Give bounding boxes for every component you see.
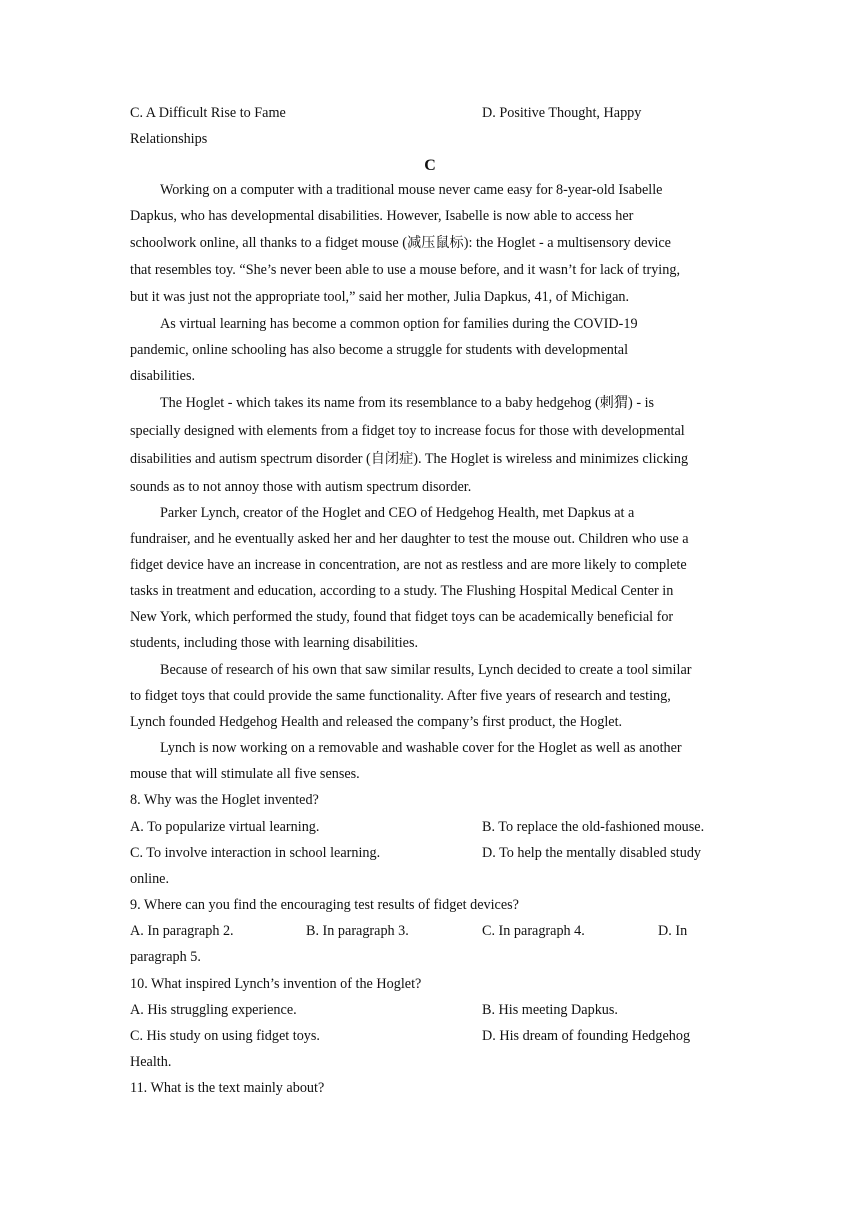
question-9-option-d-continued: paragraph 5. <box>130 949 201 965</box>
passage-line: tasks in treatment and education, according to a study. The Flushing Hospital Medical Center in <box>130 583 674 599</box>
question-9-stem: 9. Where can you find the encouraging test results of fidget devices? <box>130 897 519 913</box>
passage-line: As virtual learning has become a common option for families during the COVID-19 <box>160 316 638 332</box>
question-11-stem: 11. What is the text mainly about? <box>130 1080 325 1096</box>
option-d-prev: D. Positive Thought, Happy <box>482 105 642 121</box>
passage-line: Working on a computer with a traditional mouse never came easy for 8-year-old Isabelle <box>160 182 663 198</box>
passage-line: New York, which performed the study, found that fidget toys can be academically beneficial for <box>130 609 674 625</box>
question-8-option-a: A. To popularize virtual learning. <box>130 819 320 835</box>
question-8-option-c: C. To involve interaction in school learning. <box>130 845 381 861</box>
question-10-option-d-continued: Health. <box>130 1054 172 1070</box>
passage-line: disabilities. <box>130 368 196 384</box>
option-d-prev-continued: Relationships <box>130 131 208 147</box>
question-10-option-c: C. His study on using fidget toys. <box>130 1028 320 1044</box>
passage-line: disabilities and autism spectrum disorder (自闭症). The Hoglet is wireless and minimizes clicking <box>130 451 689 467</box>
passage-line: that resembles toy. “She’s never been able to use a mouse before, and it wasn’t for lack of trying, <box>130 262 680 278</box>
question-9-option-a: A. In paragraph 2. <box>130 923 234 939</box>
passage-line: pandemic, online schooling has also become a struggle for students with developmental <box>130 342 629 358</box>
question-10-option-b: B. His meeting Dapkus. <box>482 1002 618 1018</box>
option-c-prev: C. A Difficult Rise to Fame <box>130 105 286 121</box>
passage-line: fundraiser, and he eventually asked her and her daughter to test the mouse out. Children who use a <box>130 531 689 547</box>
passage-line: to fidget toys that could provide the same functionality. After five years of research and testing, <box>130 688 671 704</box>
question-10-option-a: A. His struggling experience. <box>130 1002 297 1018</box>
section-heading: C <box>424 157 436 174</box>
passage-line: Dapkus, who has developmental disabilities. However, Isabelle is now able to access her <box>130 208 634 224</box>
passage-line: Lynch is now working on a removable and washable cover for the Hoglet as well as another <box>160 740 682 756</box>
question-8-option-d-continued: online. <box>130 871 170 887</box>
passage-line: but it was just not the appropriate tool,” said her mother, Julia Dapkus, 41, of Michigan. <box>130 289 630 305</box>
passage-line: Because of research of his own that saw similar results, Lynch decided to create a tool similar <box>160 662 692 678</box>
passage-line: Parker Lynch, creator of the Hoglet and CEO of Hedgehog Health, met Dapkus at a <box>160 505 635 521</box>
passage-line: students, including those with learning disabilities. <box>130 635 419 651</box>
question-10-stem: 10. What inspired Lynch’s invention of the Hoglet? <box>130 976 422 992</box>
question-8-option-b: B. To replace the old-fashioned mouse. <box>482 819 705 835</box>
question-9-option-c: C. In paragraph 4. <box>482 923 585 939</box>
passage-line: fidget device have an increase in concentration, are not as restless and are more likely to complete <box>130 557 687 573</box>
question-9-option-b: B. In paragraph 3. <box>306 923 409 939</box>
passage-line: mouse that will stimulate all five senses. <box>130 766 360 782</box>
passage-line: Lynch founded Hedgehog Health and released the company’s first product, the Hoglet. <box>130 714 623 730</box>
passage-line: The Hoglet - which takes its name from its resemblance to a baby hedgehog (刺猬) - is <box>160 395 655 411</box>
question-8-stem: 8. Why was the Hoglet invented? <box>130 792 319 808</box>
passage-line: specially designed with elements from a fidget toy to increase focus for those with developmental <box>130 423 685 439</box>
question-9-option-d: D. In <box>658 923 688 939</box>
passage-line: sounds as to not annoy those with autism spectrum disorder. <box>130 479 472 495</box>
question-10-option-d: D. His dream of founding Hedgehog <box>482 1028 691 1044</box>
question-8-option-d: D. To help the mentally disabled study <box>482 845 702 861</box>
passage-line: schoolwork online, all thanks to a fidget mouse (减压鼠标): the Hoglet - a multisensory device <box>130 235 671 251</box>
